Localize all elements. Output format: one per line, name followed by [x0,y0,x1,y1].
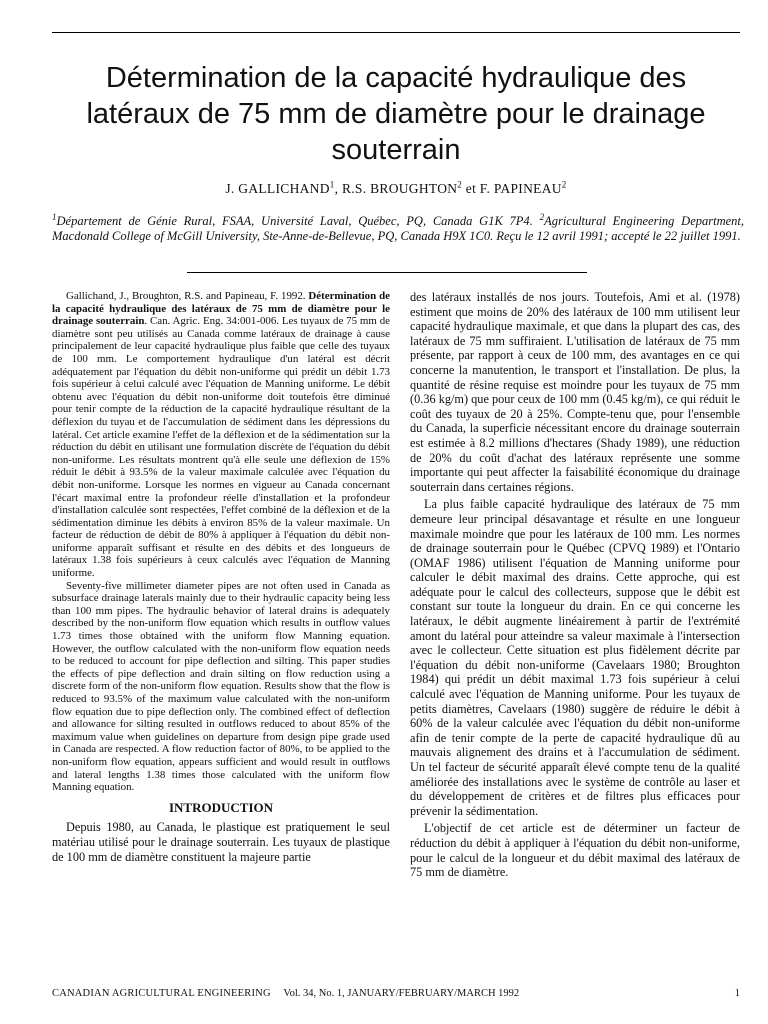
footer-journal: CANADIAN AGRICULTURAL ENGINEERING [52,988,271,999]
intro-paragraph-1-start: Depuis 1980, au Canada, le plastique est pratiquement le seul matériau utilisé pour le drainage souterrain. Les tuyaux de plastique de 100 mm de diamètre constituent la majeure partie [52,820,390,864]
affiliations [52,211,745,244]
intro-paragraph-3: L'objectif de cet article est de déterminer un facteur de réduction du débit à appliquer à l'équation du débit non-uniforme, pour le calcul de la longueur et du débit maximal des latéraux de 75 mm de diamètre. [410,821,740,880]
separator-rule [187,272,587,273]
author-gallichand: J. GALLICHAND [225,181,330,196]
page-footer [52,988,740,1000]
abstract-journal: . Can. Agric. Eng. 34:001-006. [144,315,282,328]
right-column [410,290,740,883]
affil-1-sup: 1 [52,211,57,222]
author-line [52,180,740,198]
top-rule [52,32,740,33]
abstract-french [52,290,390,580]
left-column [52,290,390,864]
article-title: Détermination de la capacité hydraulique des latéraux de 75 mm de diamètre pour le drainage souterrain [86,62,706,166]
author-1-sup: 1 [329,179,335,190]
intro-paragraph-1-end: des latéraux installés de nos jours. Toutefois, Ami et al. (1978) estiment que moins de 20% des latéraux de 100 mm utilisent leur capacité hydraulique maximale, et que dans la plupart des cas, des latéraux de 75 mm suffiraient. L'utilisation de latéraux de 75 mm présente, par rapport à ceux de 100 mm, des avantages en ce qui concerne la manutention, le transport et l'installation. De plus, la quantité de résine requise est moindre pour les tuyaux de 75 mm (0.36 kg/m) que pour ceux de 100 mm (0.45 kg/m), ce qui réduit le coût des tuyaux de 20 à 25%. Compte-tenu que, pour l'ensemble du Canada, la superficie nécessitant encore du drainage souterrain est estimée à 8.2 millions d'hectares (Shady 1989), une réduction de 20% du coût d'achat des latéraux représente une somme importante qui peut affecter la faisabilité économique du drainage souterrain dans certaines régions. [410,290,740,494]
footer-volume: Vol. 34, No. 1, JANUARY/FEBRUARY/MARCH 1992 [283,988,520,999]
abstract-english: Seventy-five millimeter diameter pipes are not often used in Canada as subsurface drainage laterals mainly due to their hydraulic capacity being less than 100 mm pipes. The hydraulic behavior of lateral drains is adequately described by the non-uniform flow equation which results in outflow values 1.73 times those obtained with the uniform flow Manning equation. However, the outflow calculated with the non-uniform flow equation needs to be reduced to account for pipe deflection and silting. This paper studies the effects of pipe deflection and drain silting on flow reduction using a discrete form of the non-uniform flow equation. Results show that the flow is reduced to 93.5% of the maximum value calculated with the non-uniform flow equation due to pipe deflection only. The combined effect of deflection and allowance for silting resulted in outflows reduced to about 85% of the maximum value when guidelines on departure from design pipe grade used in Canada are respected. A flow reduction factor of 80%, to be applied to the non-uniform flow equation, appears sufficient and would result in outflows and lateral lengths 1.38 times those calculated with the uniform flow Manning equation. [52,579,390,794]
abstract-title: Détermination de la capacité hydraulique des latéraux de 75 mm de diamètre pour le drainage souterrain [52,290,390,328]
abstract-body: Les tuyaux de 75 mm de diamètre sont peu utilisés au Canada comme latéraux de drainage à cause principalement de leur capacité hydraulique plus faible que celle des tuyaux de 100 mm. Le comportement hydraulique d'un latéral est décrit adéquatement par l'équation du débit non-uniforme qui prédit un débit 1.73 fois supérieur à celui calculé avec l'équation de Manning uniforme. Le débit obtenu avec l'équation du débit non-uniforme doit toutefois être diminué pour tenir compte de la réduction de la capacité hydraulique résultant de la déflexion du tuyau et de l'accumulation de sédiment dans les dépressions du latéral. Cet article examine l'effet de la déflexion et de la sédimentation sur la réduction du débit en utilisant une formulation discrète de l'équation du débit non-uniforme. Les résultats montrent qu'à elle seule une déflexion de 15% réduit le débit à 93.5% de la valeur maximale calculée avec l'équation du débit non-uniforme. Lorsque les normes en vigueur au Canada concernant l'écart maximal entre la profondeur réelle d'installation et la profondeur d'installation calculée sont respectées, l'effet combiné de la déflexion et de la sédimentation diminue les débits à environ 85% de la valeur maximale. Un facteur de réduction de débit de 80% à appliquer à l'équation du débit non-uniforme apparaît suffisant et résulte en des débits et des longueurs de latéraux 1.38 fois supérieurs à ceux calculés avec l'équation de Manning uniforme. [52,315,390,580]
affil-2-text: Agricultural Engineering Department, Macdonald College of McGill University, Ste-Anne-de-Bellevue, PQ, Canada H9X 1C0. Reçu le 12 avril 1991; accepté le 22 juillet 1991. [52,214,745,243]
introduction-heading: INTRODUCTION [168,799,273,815]
author-3-sup: 2 [561,179,567,190]
author-2-sup: 2 [457,179,463,190]
intro-paragraph-2: La plus faible capacité hydraulique des latéraux de 75 mm demeure leur principal désavantage et résulte en une longueur maximale moindre que pour les latéraux de 100 mm. Les normes de drainage souterrain pour le Québec (CPVQ 1989) et l'Ontario (OMAF 1986) utilisent l'équation de Manning uniforme pour calculer le débit maximal des drains. Cette approche, qui est adéquate pour le calcul des collecteurs, suppose que le débit est constant sur toute la longueur du drain. En ce qui concerne les latéraux, le débit augmente linéairement à partir de l'extrémité amont du latéral pour atteindre sa valeur maximale à l'intersection avec le collecteur. Cette situation est plus fidèlement décrite par l'équation du débit non-uniforme (Cavelaars 1980; Broughton 1984) qui prédit un débit maximal 1.73 fois supérieur à celui calculé avec l'équation de Manning uniforme. Pour les tuyaux de petits diamètres, Cavelaars (1980) suggère de réduire le débit à 60% de la valeur calculée avec l'équation du débit non-uniforme afin de tenir compte de la perte de capacité hydraulique dû au mauvais alignement des drains et à l'accumulation de sédiment. Un tel facteur de sécurité apparaît élevé compte tenu de la qualité améliorée des installations avec le système de contrôle au laser et du développement de critères et de filtres plus efficaces pour prévenir la sédimentation. [410,497,740,818]
author-broughton: , R.S. BROUGHTON [334,181,458,196]
affil-1-text: Département de Génie Rural, FSAA, Université Laval, Québec, PQ, Canada G1K 7P4. [56,214,540,228]
affil-2-sup: 2 [539,211,545,222]
abstract-citation: Gallichand, J., Broughton, R.S. and Papineau, F. 1992. [66,290,309,302]
author-papineau: et F. PAPINEAU [462,181,562,196]
page-number: 1 [734,988,740,999]
